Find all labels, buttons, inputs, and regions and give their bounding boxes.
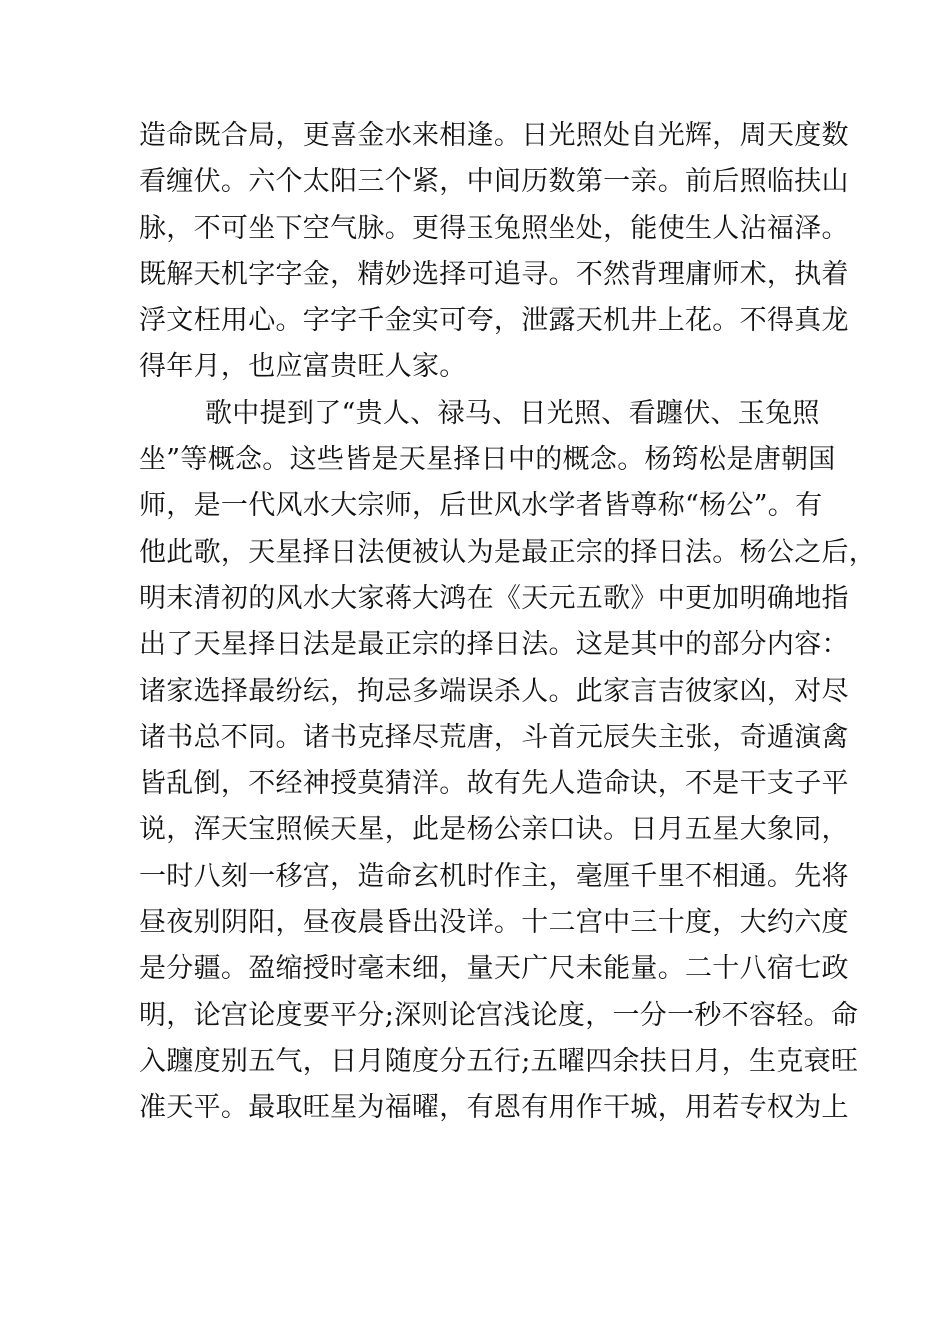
paragraph-1 [139,113,849,391]
text-line: 脉，不可坐下空气脉。更得玉兔照坐处，能使生人沾福泽。 [139,212,849,244]
text-line: 入躔度别五气，日月随度分五行;五曜四余扶日月，生克衰旺 [139,1045,859,1077]
text-line: 坐”等概念。这些皆是天星择日中的概念。杨筠松是唐朝国 [139,444,836,476]
text-line: 诸家选择最纷纭，拘忌多端误杀人。此家言吉彼家凶，对尽 [139,675,849,707]
body-text [139,113,877,1132]
text-line: 诸书总不同。诸书克择尽荒唐，斗首元辰失主张，奇遁演禽 [139,721,849,753]
text-line: 皆乱倒，不经神授莫猜洋。故有先人造命诀，不是干支子平 [139,768,849,800]
text-line: 师，是一代风水大宗师，后世风水学者皆尊称“杨公”。有 [139,490,823,522]
text-line: 说，浑天宝照候天星，此是杨公亲口诀。日月五星大象同， [139,814,849,846]
text-line: 一时八刻一移宫，造命玄机时作主，毫厘千里不相通。先将 [139,860,849,892]
text-line: 是分疆。盈缩授时毫末细，量天广尺未能量。二十八宿七政 [139,953,849,985]
paragraph-2 [139,391,877,1132]
text-line: 他此歌，天星择日法便被认为是最正宗的择日法。杨公之后， [139,536,877,568]
text-line: 歌中提到了“贵人、禄马、日光照、看躔伏、玉兔照 [205,397,820,429]
text-line: 造命既合局，更喜金水来相逢。日光照处自光辉，周天度数 [139,120,849,151]
text-line: 看缠伏。六个太阳三个紧，中间历数第一亲。前后照临扶山 [139,166,849,198]
text-line: 明末清初的风水大家蒋大鸿在《天元五歌》中更加明确地指 [139,582,849,614]
text-line: 得年月，也应富贵旺人家。 [139,351,467,383]
text-line: 准天平。最取旺星为福曜，有恩有用作干城，用若专权为上 [139,1092,849,1124]
text-line: 既解天机字字金，精妙选择可追寻。不然背理庸师术，执着 [139,258,849,290]
text-line: 出了天星择日法是最正宗的择日法。这是其中的部分内容： [139,629,849,661]
text-line: 明，论宫论度要平分;深则论宫浅论度，一分一秒不容轻。命 [139,999,859,1031]
text-line: 浮文枉用心。字字千金实可夸，泄露天机井上花。不得真龙 [139,305,849,337]
text-line: 昼夜别阴阳，昼夜晨昏出没详。十二宫中三十度，大约六度 [139,907,849,939]
